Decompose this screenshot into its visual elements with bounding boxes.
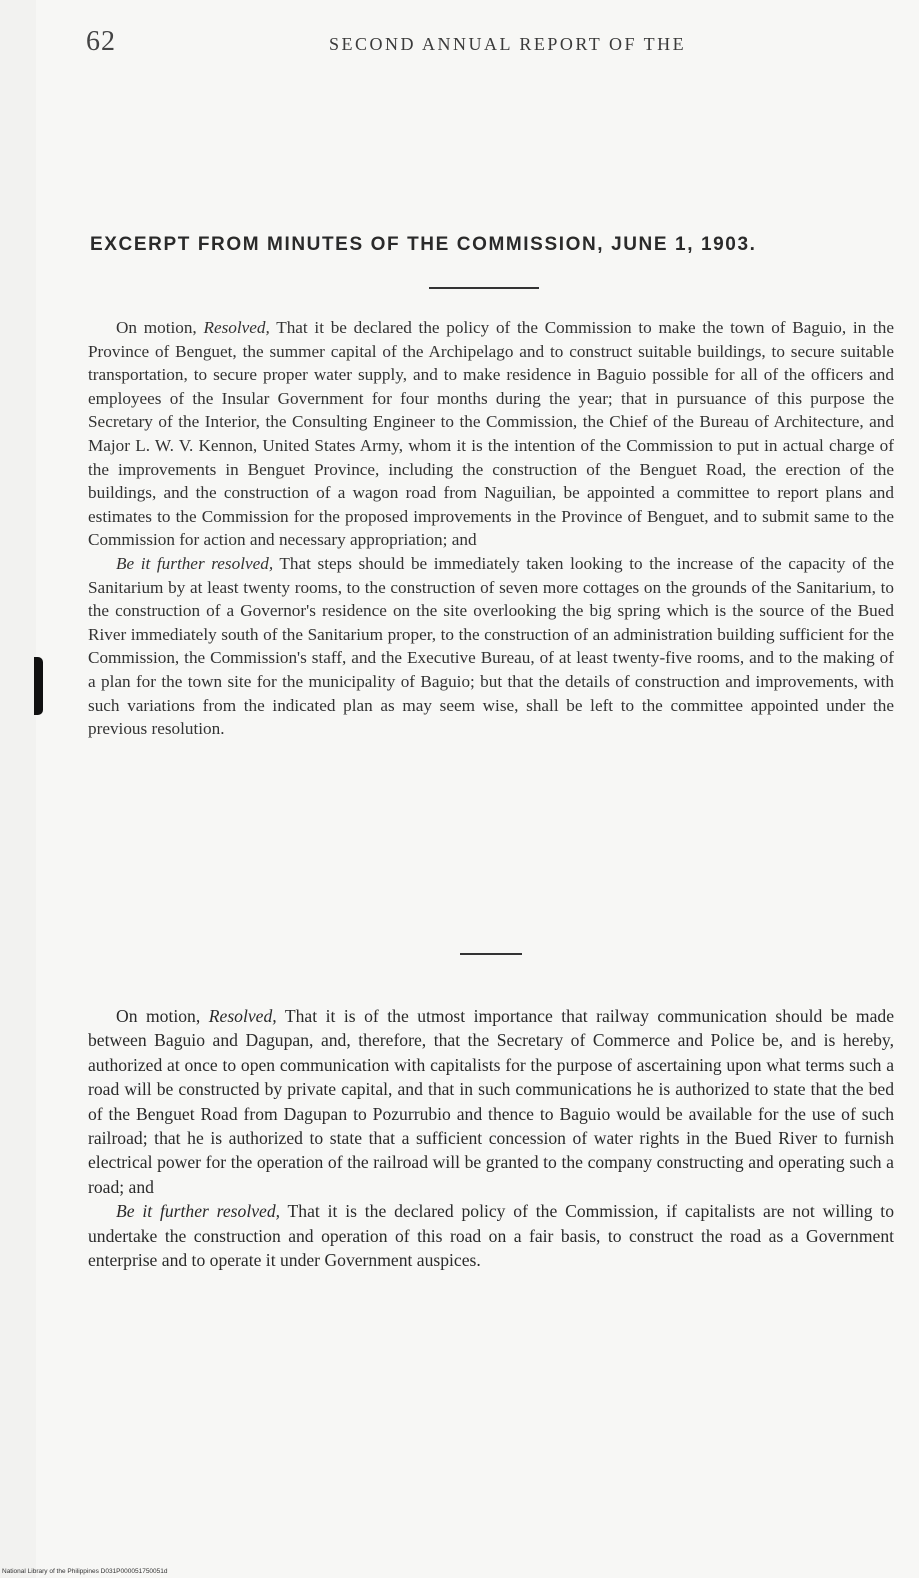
paragraph xyxy=(88,1199,894,1272)
section-sanitarium-resolution xyxy=(88,316,894,741)
paragraph-text: That it is of the utmost importance that railway communication should be made between Baguio and Dagupan, and, therefore, that the Secretary of Commerce and Police be, and is hereby, authorized at once to open communication with capitalists for the purpose of ascertaining upon what terms such a road will be constructed by private capital, and that in such communications he is authorized to state that the bed of the Benguet Road from Dagupan to Pozurrubio and thence to Baguio would be available for the use of such railroad; that he is authorized to state that a sufficient concession of water rights in the Bued River to furnish electrical power for the operation of the railroad will be granted to the company constructing and operating such a road; and xyxy=(88,1006,894,1197)
paragraph-lead: On motion, xyxy=(116,318,204,337)
page-header xyxy=(86,26,899,66)
paragraph xyxy=(88,1004,894,1199)
resolution-keyword: Be it further resolved, xyxy=(116,553,274,573)
paragraph-text: That steps should be immediately taken looking to the increase of the capacity of the Sanitarium by at least twenty rooms, to the construction of seven more cottages on the grounds of the Sanitarium, to the construction of a Governor's residence on the site overlooking the big spring which is the source of the Bued River immediately south of the Sanitarium proper, to the construction of an administration building sufficient for the Commission, the Commission's staff, and the Executive Bureau, of at least twenty-five rooms, and to the making of a plan for the town site for the municipality of Baguio; but that the details of construction and improvements, with such variations from the indicated plan as may seem wise, shall be left to the committee appointed under the previous resolution. xyxy=(88,553,894,739)
document-title: EXCERPT FROM MINUTES OF THE COMMISSION, JUNE 1, 1903. xyxy=(90,234,757,255)
resolution-keyword: Be it further resolved, xyxy=(116,1201,281,1222)
section-railway-resolution xyxy=(88,1004,894,1272)
paragraph-lead: On motion, xyxy=(116,1006,209,1026)
scan-edge xyxy=(0,0,36,1578)
paragraph xyxy=(88,552,894,741)
resolution-keyword: Resolved, xyxy=(203,318,270,337)
scan-credit: National Library of the Philippines D031P000051750051d xyxy=(2,1568,168,1575)
running-head: SECOND ANNUAL REPORT OF THE xyxy=(329,34,687,54)
section-divider xyxy=(429,287,539,289)
section-divider xyxy=(460,953,522,955)
resolution-keyword: Resolved, xyxy=(208,1006,277,1026)
paragraph xyxy=(88,316,894,552)
document-page xyxy=(36,0,919,1578)
page-number: 62 xyxy=(86,26,116,57)
paragraph-text: That it is the declared policy of the Commission, if capitalists are not willing to undertake the construction and operation of this road on a fair basis, to construct the road as a Government enterprise and to operate it under Government auspices. xyxy=(88,1201,894,1271)
binding-mark xyxy=(34,657,43,715)
paragraph-text: That it be declared the policy of the Commission to make the town of Baguio, in the Province of Benguet, the summer capital of the Archipelago and to construct suitable buildings, to secure suitable transportation, to secure proper water supply, and to make residence in Baguio possible for all of the officers and employees of the Insular Government for four months during the year; that in pursuance of this purpose the Secretary of the Interior, the Consulting Engineer to the Commission, the Chief of the Bureau of Architecture, and Major L. W. V. Kennon, United States Army, whom it is the intention of the Commission to put in actual charge of the improvements in Benguet Province, including the construction of the Benguet Road, the erection of the buildings, and the construction of a wagon road from Naguilian, be appointed a committee to report plans and estimates to the Commission for the proposed improvements in the Province of Benguet, and to submit same to the Commission for action and necessary appropriation; and xyxy=(88,318,894,550)
